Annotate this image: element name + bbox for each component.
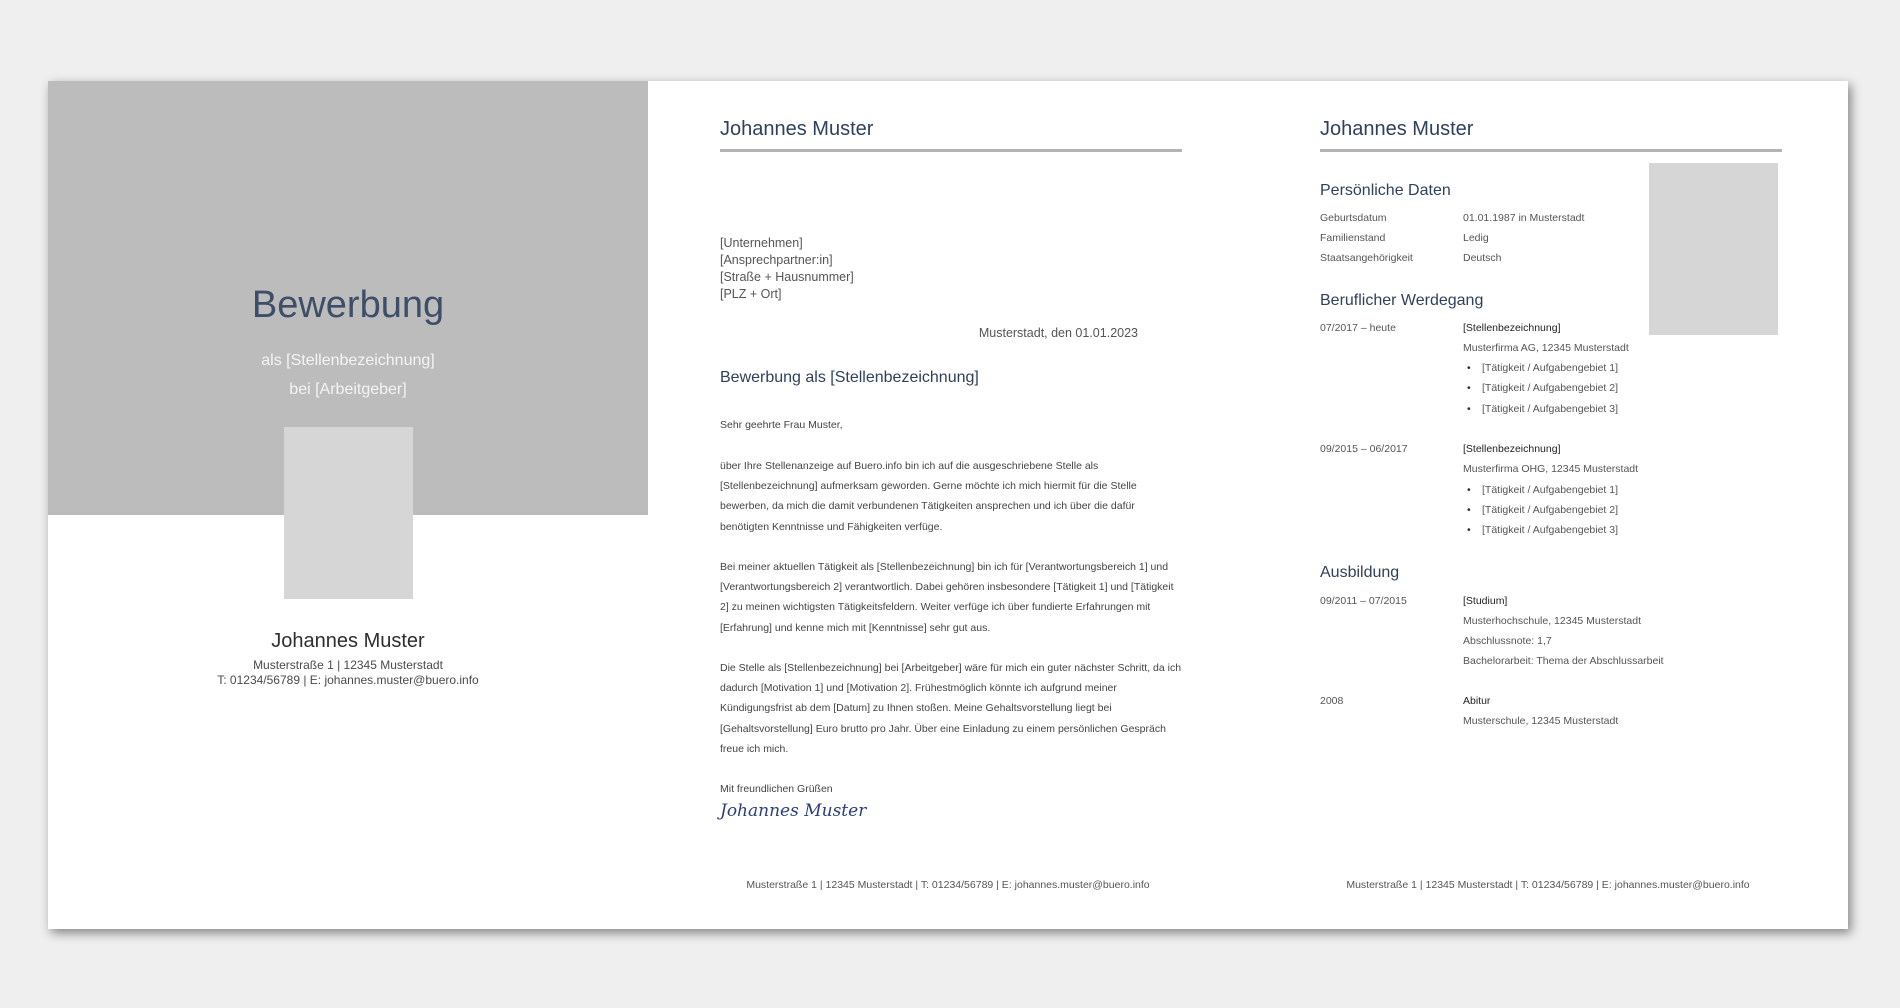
cover-address: Musterstraße 1 | 12345 Musterstadt (253, 658, 443, 672)
letter-header-name: Johannes Muster (720, 118, 874, 140)
personal-label: Familienstand (1320, 232, 1386, 244)
cover-name: Johannes Muster (271, 630, 425, 652)
letter-paragraph: Die Stelle als [Stellenbezeichnung] bei [Arbeitgeber] wäre für mich ein guter nächster Schritt, da ich dadurch [Motivation 1] und [Motivation 2]. Frühestmöglich könnte ich aufgrund meiner Kündigungsfrist ab dem [Datum] zu Ihnen stoßen. Meine Gehaltsvorstellung liegt bei [Gehaltsvorstellung] Euro brutto pro Jahr. Über eine Einladung zu einem persönlichen Gespräch freue ich mich. (720, 662, 1182, 755)
application-document (48, 81, 1848, 929)
personal-value: 01.01.1987 in Musterstadt (1463, 212, 1585, 224)
education-detail: Musterhochschule, 12345 Musterstadt (1463, 615, 1642, 627)
cv-footer: Musterstraße 1 | 12345 Musterstadt | T: 01234/56789 | E: johannes.muster@buero.info (1346, 879, 1750, 891)
career-task: • [Tätigkeit / Aufgabengebiet 3] (1468, 524, 1618, 536)
handwritten-signature: Johannes Muster (720, 801, 867, 821)
personal-label: Geburtsdatum (1320, 212, 1387, 224)
career-task: • [Tätigkeit / Aufgabengebiet 3] (1468, 403, 1618, 415)
education-detail: Bachelorarbeit: Thema der Abschlussarbeit (1463, 655, 1664, 667)
career-task: • [Tätigkeit / Aufgabengebiet 1] (1468, 484, 1618, 496)
cv-header-rule (1320, 149, 1782, 152)
recipient-line: [Ansprechpartner:in] (720, 253, 833, 267)
cv-header-name: Johannes Muster (1320, 118, 1474, 140)
cv-photo-placeholder (1649, 163, 1778, 335)
education-period: 2008 (1320, 695, 1344, 707)
career-task: • [Tätigkeit / Aufgabengebiet 1] (1468, 362, 1618, 374)
letter-footer: Musterstraße 1 | 12345 Musterstadt | T: 01234/56789 | E: johannes.muster@buero.info (746, 879, 1150, 891)
section-title-personal: Persönliche Daten (1320, 182, 1451, 199)
recipient-line: [Unternehmen] (720, 236, 803, 250)
letter-header-rule (720, 149, 1182, 152)
cover-contact: T: 01234/56789 | E: johannes.muster@buero.info (217, 673, 479, 687)
recipient-line: [Straße + Hausnummer] (720, 270, 854, 284)
letter-subject: Bewerbung als [Stellenbezeichnung] (720, 369, 979, 386)
career-task: • [Tätigkeit / Aufgabengebiet 2] (1468, 382, 1618, 394)
career-company: Musterfirma AG, 12345 Musterstadt (1463, 342, 1629, 354)
career-period: 07/2017 – heute (1320, 322, 1396, 334)
personal-value: Ledig (1463, 232, 1489, 244)
letter-salutation: Sehr geehrte Frau Muster, (720, 419, 843, 431)
career-task: • [Tätigkeit / Aufgabengebiet 2] (1468, 504, 1618, 516)
education-detail: Abschlussnote: 1,7 (1463, 635, 1552, 647)
cover-subtitle-employer: bei [Arbeitgeber] (289, 381, 407, 398)
personal-label: Staatsangehörigkeit (1320, 252, 1413, 264)
education-period: 09/2011 – 07/2015 (1320, 595, 1407, 607)
career-company: Musterfirma OHG, 12345 Musterstadt (1463, 463, 1639, 475)
career-position: [Stellenbezeichnung] (1463, 322, 1561, 334)
career-position: [Stellenbezeichnung] (1463, 443, 1561, 455)
recipient-line: [PLZ + Ort] (720, 287, 782, 301)
education-title: [Studium] (1463, 595, 1508, 607)
education-title: Abitur (1463, 695, 1491, 707)
education-detail: Musterschule, 12345 Musterstadt (1463, 715, 1619, 727)
cover-letter-page (648, 81, 1248, 929)
letter-paragraph: Bei meiner aktuellen Tätigkeit als [Stellenbezeichnung] bin ich für [Verantwortungsbereich 1] und [Verantwortungsbereich 2] verantwortlich. Dabei gehören insbesondere [Tätigkeit 1] und [Tätigkeit 2] zu meinen wichtigsten Tätigkeitsfeldern. Weiter verfüge ich über fundierte Erfahrungen mit [Erfahrung] und kenne mich mit [Kenntnisse] sehr gut aus. (720, 561, 1174, 634)
letter-closing: Mit freundlichen Grüßen (720, 783, 833, 795)
letter-date: Musterstadt, den 01.01.2023 (978, 326, 1138, 340)
recipient-address (720, 235, 854, 303)
cover-photo-placeholder (284, 427, 413, 599)
cover-title: Bewerbung (251, 284, 445, 326)
cover-page (48, 81, 648, 929)
personal-value: Deutsch (1463, 252, 1502, 264)
cv-page (1248, 81, 1848, 929)
section-title-career: Beruflicher Werdegang (1320, 292, 1484, 309)
cover-subtitle-position: als [Stellenbezeichnung] (261, 352, 435, 369)
section-title-education: Ausbildung (1320, 564, 1400, 581)
career-period: 09/2015 – 06/2017 (1320, 443, 1408, 455)
letter-paragraph: über Ihre Stellenanzeige auf Buero.info bin ich auf die ausgeschriebene Stelle als [Stellenbezeichnung] aufmerksam geworden. Gerne möchte ich mich hiermit für die Stelle bewerben, da mich die damit verbundenen Tätigkeiten ansprechen und ich über die dafür benötigten Kenntnisse und Fähigkeiten verfüge. (720, 460, 1137, 533)
